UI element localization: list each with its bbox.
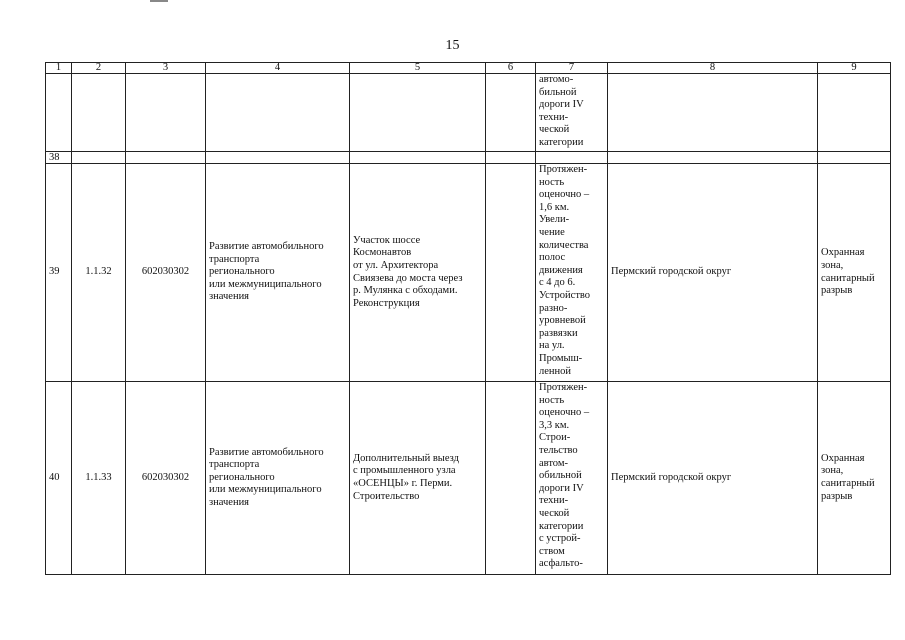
cell-object: Участок шоссе Космонавтов от ул. Архитектора Свиязева до моста через р. Мулянка с обходами. Реконструкция (350, 164, 486, 382)
data-table (45, 62, 891, 575)
header-cell: 1 (46, 63, 72, 74)
cell-location: Пермский городской округ (608, 382, 818, 575)
cell-program: Развитие автомобильного транспорта регионального или межмуниципального значения (206, 382, 350, 575)
table-row-continuation (46, 74, 891, 152)
cell-object: Дополнительный выезд с промышленного узла «ОСЕНЦЫ» г. Перми. Строительство (350, 382, 486, 575)
header-cell: 9 (818, 63, 891, 74)
cell-row-number: 40 (46, 382, 72, 575)
header-cell: 5 (350, 63, 486, 74)
cell-classifier: 602030302 (126, 382, 206, 575)
cell-code: 1.1.32 (72, 164, 126, 382)
cell-empty (486, 164, 536, 382)
header-cell: 2 (72, 63, 126, 74)
table-row-38 (46, 152, 891, 164)
cell-row-number: 38 (46, 152, 72, 164)
cell-zone: Охранная зона, санитарный разрыв (818, 382, 891, 575)
cell-code: 1.1.33 (72, 382, 126, 575)
table-row-39 (46, 164, 891, 382)
cell-row-number: 39 (46, 164, 72, 382)
cell-program: Развитие автомобильного транспорта регионального или межмуниципального значения (206, 164, 350, 382)
header-cell: 8 (608, 63, 818, 74)
header-cell: 7 (536, 63, 608, 74)
cell-location: Пермский городской округ (608, 164, 818, 382)
scan-mark (150, 0, 168, 2)
cell-empty (486, 382, 536, 575)
header-cell: 6 (486, 63, 536, 74)
cell-description: Протяжен- ность оценочно – 1,6 км. Увели- чение количества полос движения с 4 до 6. Устройство разно- уровневой развязки на ул. Промыш- ленной (536, 164, 608, 382)
header-row (46, 63, 891, 74)
cell-description: автомо- бильной дороги IV техни- ческой категории (536, 74, 608, 152)
header-cell: 4 (206, 63, 350, 74)
cell-classifier: 602030302 (126, 164, 206, 382)
page-number: 15 (445, 38, 460, 53)
table-row-40 (46, 382, 891, 575)
cell-description: Протяжен- ность оценочно – 3,3 км. Строи- тельство автом- обильной дороги IV техни- ческой категории с устрой- ством асфальто- (536, 382, 608, 575)
cell-zone: Охранная зона, санитарный разрыв (818, 164, 891, 382)
header-cell: 3 (126, 63, 206, 74)
